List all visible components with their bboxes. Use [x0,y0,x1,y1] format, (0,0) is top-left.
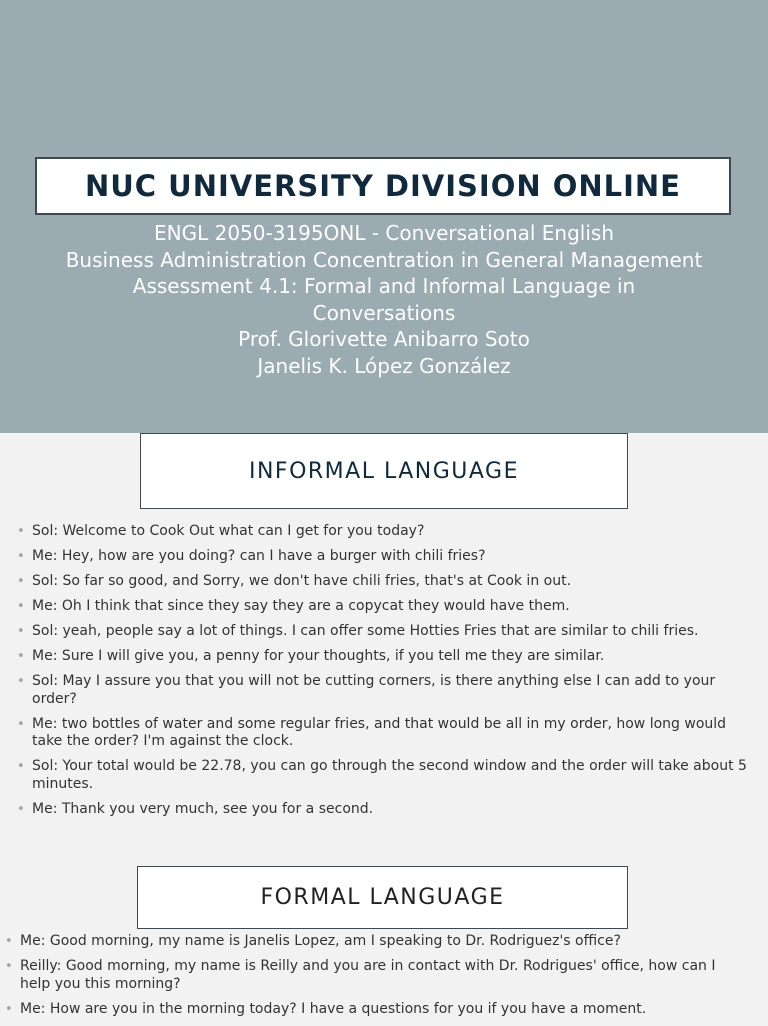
list-item: • Reilly: Good morning, my name is Reilly and you are in contact with Dr. Rodrigues' office, how can I help you this morning? [5,958,750,993]
page-title: NUC UNIVERSITY DIVISION ONLINE [84,169,681,203]
informal-heading: INFORMAL LANGUAGE [248,458,519,484]
formal-heading: FORMAL LANGUAGE [260,885,505,910]
assessment-line: Assessment 4.1: Formal and Informal Language in [132,274,636,298]
list-item: • Me: How are you in the morning today? I have a questions for you if you have a moment. [5,1001,750,1019]
program-line: Business Administration Concentration in General Management [65,247,703,272]
informal-dialogue-list [17,523,752,826]
assessment-line-2: Conversations [312,300,456,325]
list-item: • Me: Hey, how are you doing? can I have a burger with chili fries? [17,548,752,566]
informal-heading-box [140,433,628,509]
subtitle [20,220,748,379]
list-item: • Sol: So far so good, and Sorry, we don't have chili fries, that's at Cook in out. [17,573,752,591]
professor-line: Prof. Glorivette Anibarro Soto [238,327,530,351]
formal-dialogue-list [5,933,750,1026]
list-item: • Me: Good morning, my name is Janelis Lopez, am I speaking to Dr. Rodriguez's office? [5,933,750,951]
title-slide [0,0,768,433]
list-item: • Sol: yeah, people say a lot of things. I can offer some Hotties Fries that are similar to chili fries. [17,623,752,641]
author-line: Janelis K. López González [257,353,511,378]
list-item: • Me: Thank you very much, see you for a second. [17,801,752,819]
title-box [35,157,731,215]
list-item: • Me: two bottles of water and some regular fries, and that would be all in my order, how long would take the order? I'm against the clock. [17,716,752,751]
list-item: • Sol: May I assure you that you will not be cutting corners, is there anything else I can add to your order? [17,673,752,708]
course-line: ENGL 2050-3195ONL - Conversational English [154,221,614,245]
list-item: • Me: Oh I think that since they say they are a copycat they would have them. [17,598,752,616]
formal-heading-box [137,866,628,929]
list-item: • Sol: Welcome to Cook Out what can I get for you today? [17,523,752,541]
list-item: • Sol: Your total would be 22.78, you can go through the second window and the order will take about 5 minutes. [17,758,752,793]
list-item: • Me: Sure I will give you, a penny for your thoughts, if you tell me they are similar. [17,648,752,666]
